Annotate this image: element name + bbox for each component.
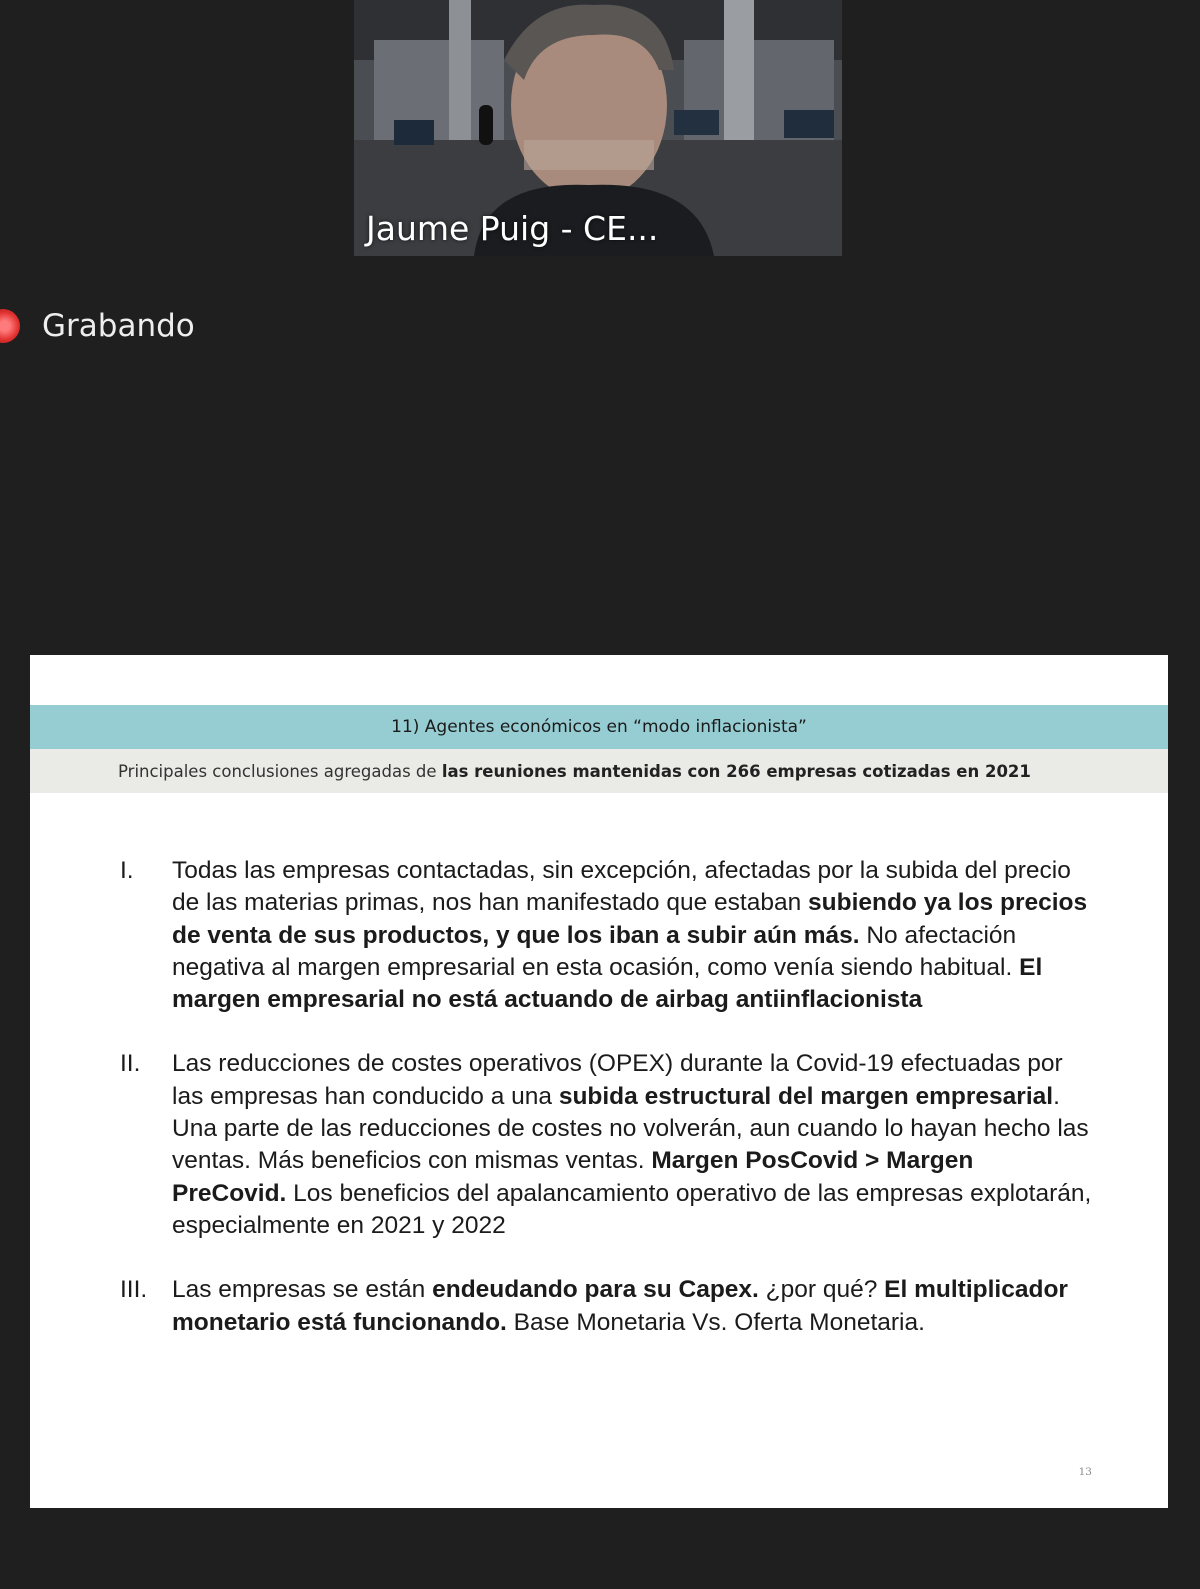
text-segment: Las reducciones de costes operativos (OPEX) durante la Covid-19 efectuadas por las empresas han conducido a una	[172, 1050, 1063, 1110]
text-segment: Los beneficios del apalancamiento operativo de las empresas explotarán, especialmente en 2021 y 2022	[172, 1179, 1092, 1239]
slide-page-number: 13	[1078, 1466, 1092, 1478]
slide-subtitle-prefix: Principales conclusiones agregadas de	[118, 761, 442, 781]
recording-label: Grabando	[42, 308, 195, 344]
text-segment-bold: El multiplicador monetario está funcionando.	[172, 1276, 1068, 1336]
conclusion-numeral: III.	[120, 1276, 148, 1304]
text-segment: Las empresas se están	[172, 1276, 433, 1304]
recording-indicator	[0, 300, 195, 352]
slide-title: 11) Agentes económicos en “modo inflacionista”	[30, 705, 1168, 749]
conclusion-text	[172, 855, 1092, 1016]
text-segment: Todas las empresas contactadas, sin excepción, afectadas por la subida del precio de las materias primas, nos han manifestado que estaban	[172, 857, 1071, 917]
slide-subtitle	[30, 749, 1168, 793]
conclusion-numeral: I.	[120, 857, 134, 884]
conclusion-item	[120, 1274, 1120, 1339]
text-segment-bold: subiendo ya los precios de venta de sus productos, y que los iban a subir aún más.	[172, 889, 1088, 949]
record-icon	[0, 309, 20, 343]
text-segment: ¿por qué?	[758, 1276, 885, 1304]
text-segment-bold: subida estructural del margen empresarial	[558, 1082, 1054, 1110]
conclusion-item	[120, 1048, 1120, 1242]
text-segment-bold: endeudando para su Capex.	[432, 1276, 759, 1304]
conclusion-numeral: II.	[120, 1050, 141, 1078]
text-segment: No afectación negativa al margen empresarial en esta ocasión, como venía siendo habitual.	[172, 921, 1020, 981]
shared-screen-slide	[30, 655, 1168, 1508]
conclusion-text	[172, 1048, 1092, 1242]
text-segment: . Una parte de las reducciones de costes no volverán, aun cuando lo hayan hecho las ventas. Más beneficios con mismas ventas.	[172, 1082, 1089, 1175]
text-segment-bold: Margen PosCovid > Margen PreCovid.	[172, 1147, 974, 1207]
text-segment-bold: El margen empresarial no está actuando de airbag antiinflacionista	[172, 953, 1043, 1014]
conclusions-list	[120, 855, 1120, 1371]
slide-subtitle-bold: las reuniones mantenidas con 266 empresas cotizadas en 2021	[441, 761, 1031, 781]
conclusion-item	[120, 855, 1120, 1016]
conclusion-text	[172, 1274, 1092, 1339]
text-segment: Base Monetaria Vs. Oferta Monetaria.	[506, 1308, 925, 1336]
participant-video-tile[interactable]	[354, 0, 842, 256]
participant-name-label: Jaume Puig - CE...	[366, 209, 659, 248]
